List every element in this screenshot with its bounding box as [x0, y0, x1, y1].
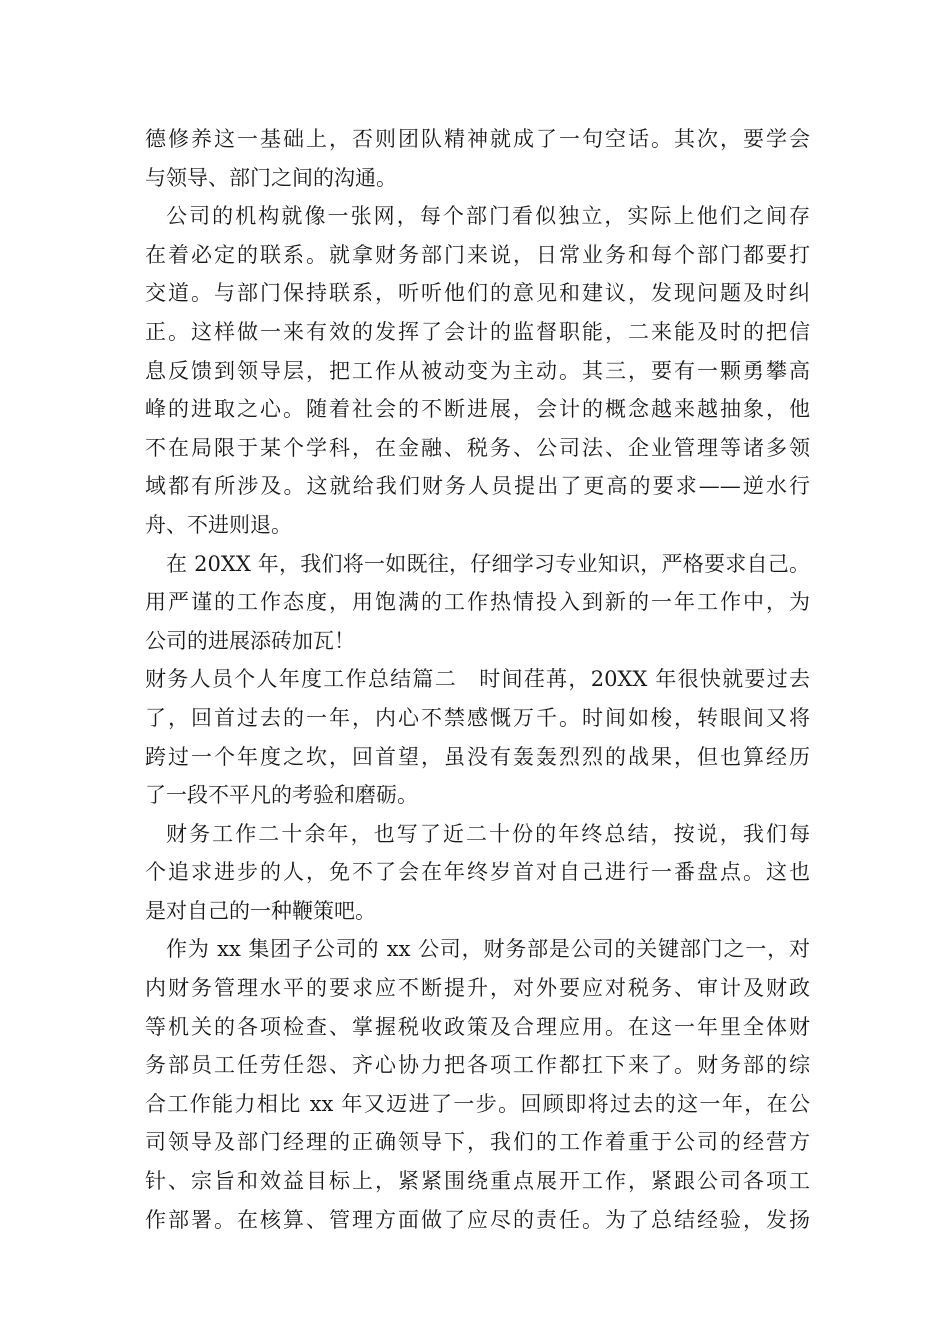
- text-line: 舟、不进则退。: [145, 512, 292, 537]
- text-line: 德修养这一基础上，否则团队精神就成了一句空话。其次，要学会: [145, 127, 810, 151]
- text-line: 作部署。在核算、管理方面做了应尽的责任。为了总结经验，发扬: [145, 1207, 810, 1232]
- text-line: 交道。与部门保持联系，听听他们的意见和建议，发现问题及时纠: [145, 281, 810, 306]
- text-line: 个追求进步的人，免不了会在年终岁首对自己进行一番盘点。这也: [145, 860, 810, 885]
- text-line: 在 20XX 年，我们将一如既往，仔细学习专业知识，严格要求自己。: [166, 551, 810, 576]
- text-line: 在着必定的联系。就拿财务部门来说，日常业务和每个部门都要打: [145, 242, 810, 267]
- text-line: 是对自己的一种鞭策吧。: [145, 898, 376, 923]
- text-line: 域都有所涉及。这就给我们财务人员提出了更高的要求——逆水行: [145, 474, 810, 499]
- text-line: 了一段不平凡的考验和磨砺。: [145, 783, 418, 808]
- section-heading-line: 财务人员个人年度工作总结篇二 时间荏苒，20XX 年很快就要过去: [145, 667, 810, 692]
- text-line: 用严谨的工作态度，用饱满的工作热情投入到新的一年工作中，为: [145, 590, 810, 615]
- text-line: 司领导及部门经理的正确领导下，我们的工作着重于公司的经营方: [145, 1130, 810, 1155]
- text-line: 财务工作二十余年，也写了近二十份的年终总结，按说，我们每: [166, 821, 810, 846]
- text-line: 合工作能力相比 xx 年又迈进了一步。回顾即将过去的这一年，在公: [145, 1091, 810, 1116]
- text-line: 了，回首过去的一年，内心不禁感慨万千。时间如梭，转眼间又将: [145, 705, 810, 730]
- text-line: 内财务管理水平的要求应不断提升，对外要应对税务、审计及财政: [145, 976, 810, 1001]
- text-line: 正。这样做一来有效的发挥了会计的监督职能，二来能及时的把信: [145, 319, 810, 344]
- text-line: 作为 xx 集团子公司的 xx 公司，财务部是公司的关键部门之一，对: [166, 937, 810, 962]
- text-line: 峰的进取之心。随着社会的不断进展，会计的概念越来越抽象，他: [145, 397, 810, 422]
- text-line: 公司的进展添砖加瓦！: [145, 628, 355, 653]
- text-line: 等机关的各项检查、掌握税收政策及合理应用。在这一年里全体财: [145, 1014, 810, 1039]
- text-line: 不在局限于某个学科，在金融、税务、公司法、企业管理等诸多领: [145, 435, 810, 460]
- text-line: 公司的机构就像一张网，每个部门看似独立，实际上他们之间存: [166, 204, 810, 229]
- text-line: 跨过一个年度之坎，回首望，虽没有轰轰烈烈的战果，但也算经历: [145, 744, 810, 769]
- text-line: 针、宗旨和效益目标上，紧紧围绕重点展开工作，紧跟公司各项工: [145, 1169, 810, 1194]
- text-line: 务部员工任劳任怨、齐心协力把各项工作都扛下来了。财务部的综: [145, 1053, 810, 1078]
- text-line: 息反馈到领导层，把工作从被动变为主动。其三，要有一颗勇攀高: [145, 358, 810, 383]
- text-line: 与领导、部门之间的沟通。: [145, 165, 397, 190]
- document-body: [145, 120, 810, 1239]
